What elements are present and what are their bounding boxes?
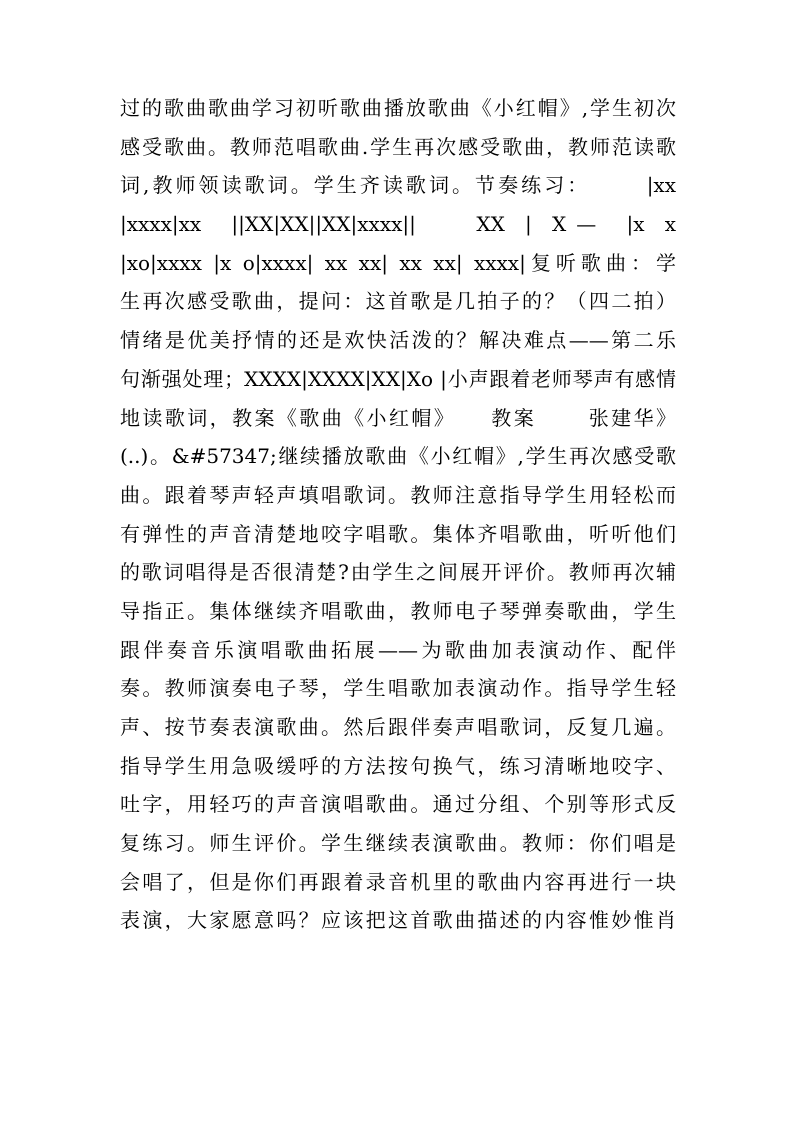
text-line: 跟伴奏音乐演唱歌曲拓展——为歌曲加表演动作、配伴 <box>120 637 676 662</box>
text-line: 地读歌词，教案《歌曲《小红帽》 教案 张建华》 <box>120 405 676 430</box>
text-line: 会唱了，但是你们再跟着录音机里的歌曲内容再进行一块 <box>120 869 676 894</box>
text-line: 过的歌曲歌曲学习初听歌曲播放歌曲《小红帽》,学生初次 <box>120 96 676 120</box>
text-line: |xo|xxxx |x o|xxxx| xx xx| xx xx| xxxx|复听歌曲：学 <box>120 250 676 275</box>
text-line: 复练习。师生评价。学生继续表演歌曲。教师：你们唱是 <box>120 831 676 856</box>
text-line: 生再次感受歌曲，提问：这首歌是几拍子的？（四二拍） <box>120 289 676 314</box>
text-line: 的歌词唱得是否很清楚?由学生之间展开评价。教师再次辅 <box>120 560 676 585</box>
body-text <box>120 89 676 940</box>
text-line: 句渐强处理；XXXX|XXXX|XX|Xo |小声跟着老师琴声有感情 <box>120 366 676 391</box>
text-line: 奏。教师演奏电子琴，学生唱歌加表演动作。指导学生轻 <box>120 676 676 701</box>
text-line: 曲。跟着琴声轻声填唱歌词。教师注意指导学生用轻松而 <box>120 482 676 507</box>
text-line: 表演，大家愿意吗？应该把这首歌曲描述的内容惟妙惟肖 <box>120 908 676 933</box>
text-line: 导指正。集体继续齐唱歌曲，教师电子琴弹奏歌曲，学生 <box>120 598 676 623</box>
text-line: |xxxx|xx ||XX|XX||XX|xxxx|| XX | X — |x x <box>120 212 676 237</box>
text-line: 词,教师领读歌词。学生齐读歌词。节奏练习： |xx <box>120 173 676 198</box>
text-line: 有弹性的声音清楚地咬字唱歌。集体齐唱歌曲，听听他们 <box>120 521 676 546</box>
text-line: (..)。&#57347;继续播放歌曲《小红帽》,学生再次感受歌 <box>120 444 676 469</box>
text-line: 指导学生用急吸缓呼的方法按句换气，练习清晰地咬字、 <box>120 753 676 778</box>
text-line: 情绪是优美抒情的还是欢快活泼的？解决难点——第二乐 <box>120 328 676 353</box>
text-line: 声、按节奏表演歌曲。然后跟伴奏声唱歌词，反复几遍。 <box>120 715 676 739</box>
text-line: 感受歌曲。教师范唱歌曲.学生再次感受歌曲，教师范读歌 <box>120 134 676 159</box>
text-line: 吐字，用轻巧的声音演唱歌曲。通过分组、个别等形式反 <box>120 792 676 817</box>
